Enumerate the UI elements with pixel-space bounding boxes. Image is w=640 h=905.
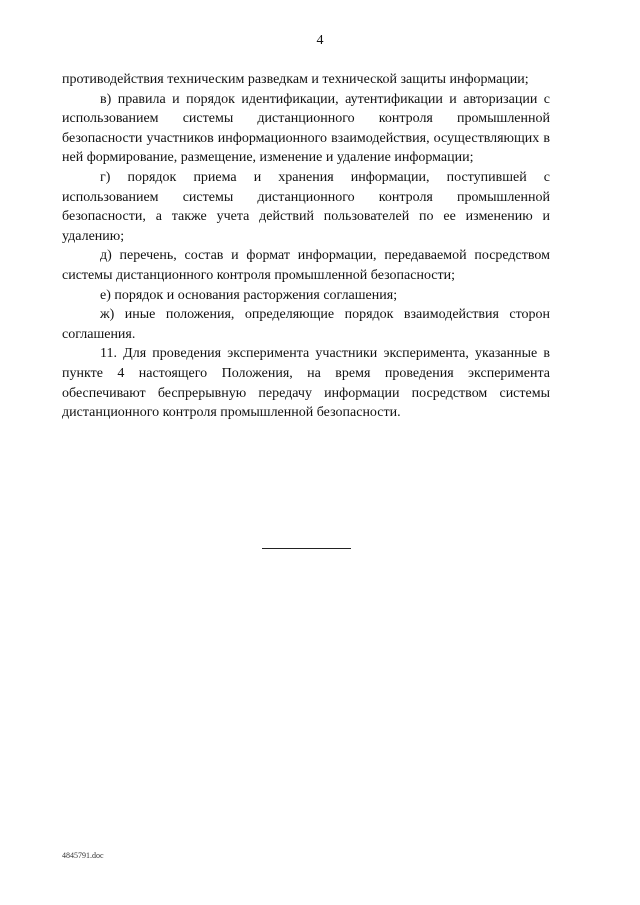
paragraph-item-zh: ж) иные положения, определяющие порядок взаимодействия сторон соглашения.: [62, 307, 550, 342]
paragraph-clause-11: 11. Для проведения эксперимента участники эксперимента, указанные в пункте 4 настоящего Положения, на время проведения эксперимента обеспечивают беспрерывную передачу информации посредством системы дистанционного контроля промышленной безопасности.: [62, 346, 550, 421]
paragraph-item-g: г) порядок приема и хранения информации, поступившей с использованием системы дистанционного контроля промышленной безопасности, а также учета действий пользователей по ее изменению и удалению;: [62, 169, 550, 244]
footer-doc-code: 4845791.doc: [62, 851, 104, 860]
end-divider: [262, 548, 351, 549]
paragraph-item-d: д) перечень, состав и формат информации, передаваемой посредством системы дистанционного контроля промышленной безопасности;: [62, 248, 550, 283]
page-number: 4: [316, 33, 324, 48]
paragraph-item-v: в) правила и порядок идентификации, аутентификации и авторизации с использованием системы дистанционного контроля промышленной безопасности участников информационного взаимодействия, осуществляющих в ней формирование, размещение, изменение и удаление информации;: [62, 91, 550, 166]
paragraph-item-e: е) порядок и основания расторжения соглашения;: [100, 287, 398, 303]
document-body: [62, 70, 550, 423]
paragraph-continuation: противодействия техническим разведкам и технической защиты информации;: [62, 72, 529, 87]
